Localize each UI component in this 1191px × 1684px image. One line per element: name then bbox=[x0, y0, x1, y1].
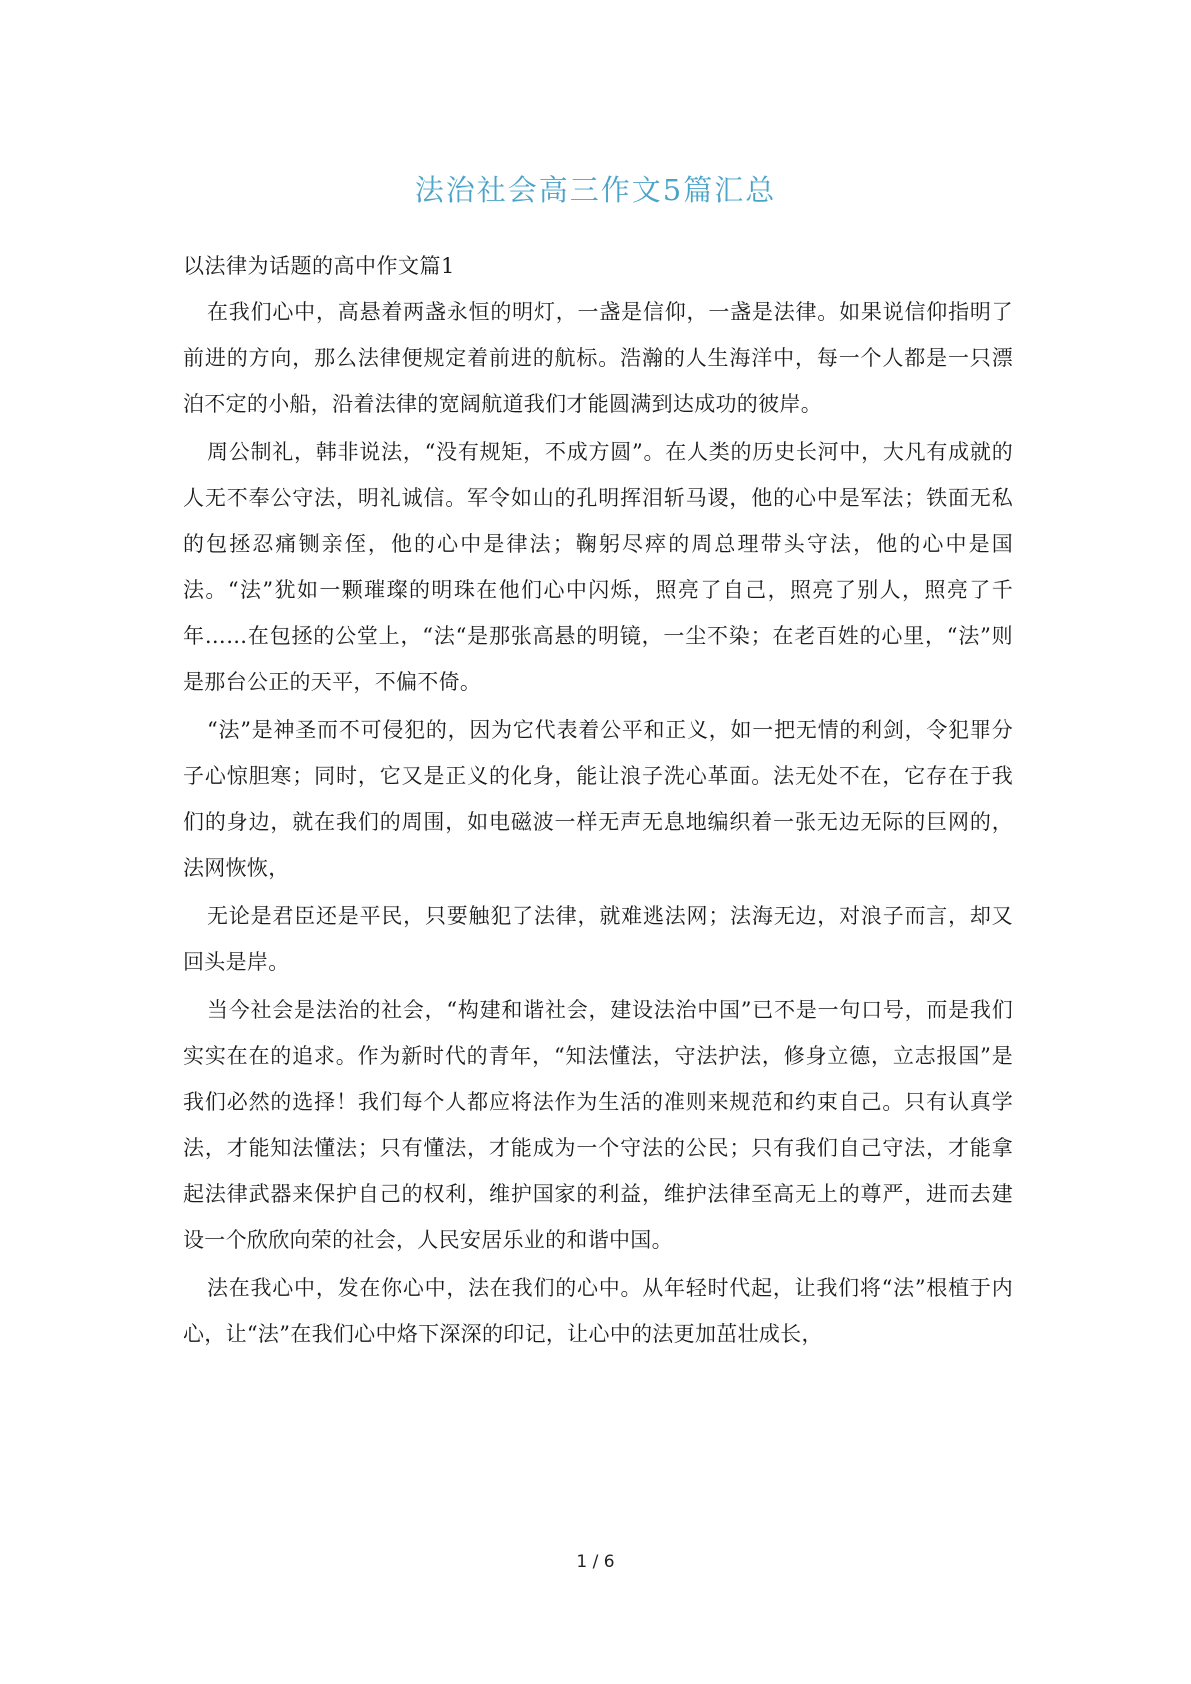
document-body bbox=[183, 243, 1013, 1359]
paragraph: 法在我心中，发在你心中，法在我们的心中。从年轻时代起，让我们将“法”根植于内心，让“法”在我们心中烙下深深的印记，让心中的法更加茁壮成长， bbox=[183, 1276, 1013, 1346]
paragraph: 当今社会是法治的社会，“构建和谐社会，建设法治中国”已不是一句口号，而是我们实实在在的追求。作为新时代的青年，“知法懂法，守法护法，修身立德，立志报国”是我们必然的选择！我们每个人都应将法作为生活的准则来规范和约束自己。只有认真学法，才能知法懂法；只有懂法，才能成为一个守法的公民；只有我们自己守法，才能拿起法律武器来保护自己的权利，维护国家的利益，维护法律至高无上的尊严，进而去建设一个欣欣向荣的社会，人民安居乐业的和谐中国。 bbox=[183, 998, 1013, 1252]
section-heading: 以法律为话题的高中作文篇1 bbox=[183, 254, 455, 278]
document-title: 法治社会高三作文5篇汇总 bbox=[414, 173, 777, 207]
page-number: 1 / 6 bbox=[576, 1552, 615, 1572]
paragraph: “法”是神圣而不可侵犯的，因为它代表着公平和正义，如一把无情的利剑，令犯罪分子心惊胆寒；同时，它又是正义的化身，能让浪子洗心革面。法无处不在，它存在于我们的身边，就在我们的周围，如电磁波一样无声无息地编织着一张无边无际的巨网的，法网恢恢， bbox=[183, 718, 1013, 880]
paragraph: 无论是君臣还是平民，只要触犯了法律，就难逃法网；法海无边，对浪子而言，却又回头是岸。 bbox=[183, 904, 1013, 974]
paragraph: 周公制礼，韩非说法，“没有规矩，不成方圆”。在人类的历史长河中，大凡有成就的人无不奉公守法，明礼诚信。军令如山的孔明挥泪斩马谡，他的心中是军法；铁面无私的包拯忍痛铡亲侄，他的心中是律法；鞠躬尽瘁的周总理带头守法，他的心中是国法。“法”犹如一颗璀璨的明珠在他们心中闪烁，照亮了自己，照亮了别人，照亮了千年……在包拯的公堂上，“法“是那张高悬的明镜，一尘不染；在老百姓的心里，“法”则是那台公正的天平，不偏不倚。 bbox=[183, 440, 1013, 694]
paragraph: 在我们心中，高悬着两盏永恒的明灯，一盏是信仰，一盏是法律。如果说信仰指明了前进的方向，那么法律便规定着前进的航标。浩瀚的人生海洋中，每一个人都是一只漂泊不定的小船，沿着法律的宽阔航道我们才能圆满到达成功的彼岸。 bbox=[183, 300, 1013, 416]
